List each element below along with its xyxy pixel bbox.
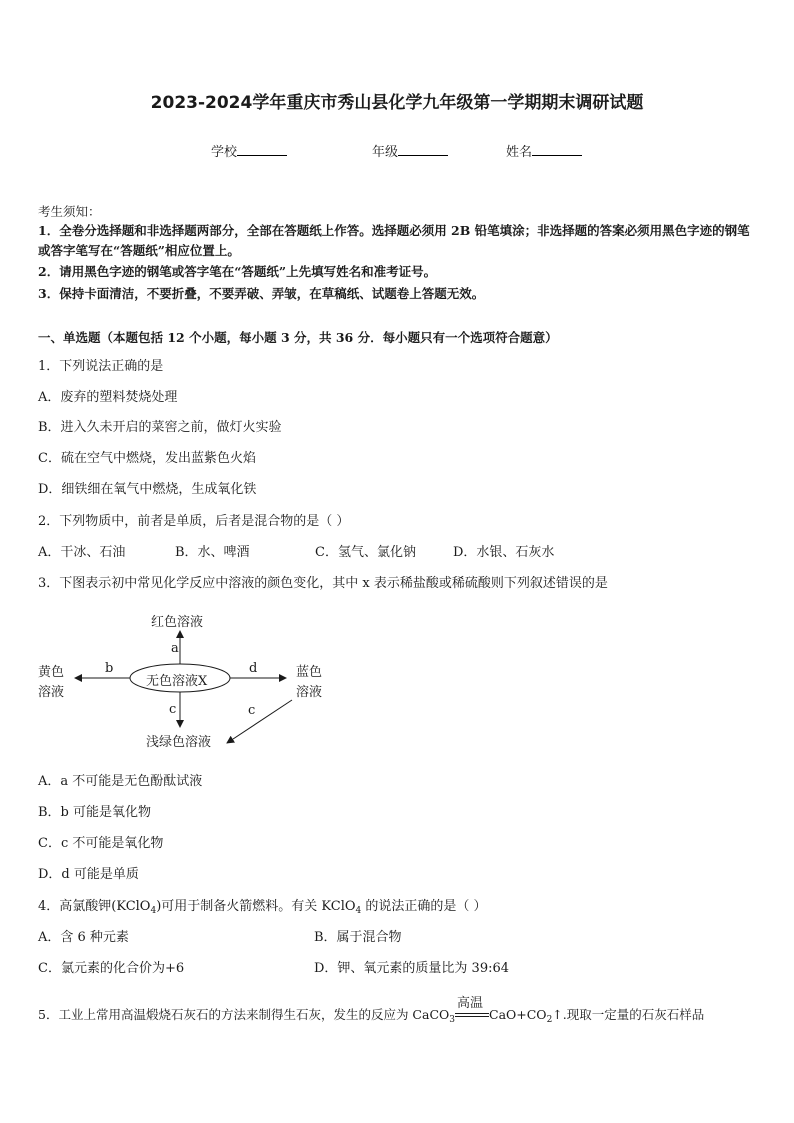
school-blank[interactable] [237,143,287,156]
grade-field [372,141,448,160]
notice-heading: 考生须知： [38,204,101,219]
section-heading: 一、单选题（本题包括 12 个小题，每小题 3 分，共 36 分．每小题只有一个选项符合题意） [38,330,558,345]
q4-stem [38,895,487,916]
q4-subscript-2: 4 [355,906,362,916]
school-label: 学校 [211,145,238,160]
q1-option-b: B．进入久未开启的菜窖之前，做灯火实验 [38,420,282,435]
q2-option-c: C．氢气、氯化钠 [315,545,416,560]
q4-stem-part-1: 4．高氯酸钾(KClO [38,899,151,914]
name-field [506,141,582,160]
q3-option-a: A．a 不可能是无色酚酞试液 [38,774,203,789]
page-title: 2023-2024学年重庆市秀山县化学九年级第一学期期末调研试题 [150,93,644,113]
q4-stem-part-2: )可用于制备火箭燃料。有关 KClO [156,899,356,914]
q4-stem-part-3: 的说法正确的是（ ） [361,899,487,914]
q1-option-c: C．硫在空气中燃烧，发出蓝紫色火焰 [38,451,256,466]
q4-option-c: C．氯元素的化合价为+6 [38,961,185,976]
q4-option-d: D．钾、氧元素的质量比为 39:64 [314,961,510,976]
q2-option-d: D．水银、石灰水 [453,545,555,560]
diagram-bottom-label: 浅绿色溶液 [146,735,212,750]
name-blank[interactable] [532,143,582,156]
q3-option-d: D．d 可能是单质 [38,867,139,882]
notice-item-2: 2．请用黑色字迹的钢笔或答字笔在“答题纸”上先填写姓名和准考证号。 [38,264,437,279]
q5-subscript-1: 3 [449,1015,455,1025]
q5-condition: 高温 [457,995,484,1011]
grade-blank[interactable] [398,143,448,156]
q3-diagram [30,605,350,750]
diagram-label-b: b [105,661,114,676]
arrow-c-diag [227,700,292,743]
name-label: 姓名 [506,145,533,160]
diagram-label-d: d [249,661,258,676]
q5-stem [38,995,705,1025]
q5-stem-part-2: CaO+CO [489,1007,547,1022]
q2-option-b: B．水、啤酒 [175,545,250,560]
diagram-top-label: 红色溶液 [151,615,204,630]
q3-option-b: B．b 可能是氧化物 [38,805,152,820]
q4-option-b: B．属于混合物 [314,930,402,945]
grade-label: 年级 [372,145,399,160]
school-field [211,141,287,160]
q1-option-d: D．细铁细在氧气中燃烧，生成氧化铁 [38,482,257,497]
q5-stem-part-1: 5．工业上常用高温煅烧石灰石的方法来制得生石灰，发生的反应为 CaCO [38,1007,450,1022]
q1-option-a: A．废弃的塑料焚烧处理 [38,390,178,405]
q1-stem: 1．下列说法正确的是 [38,359,164,374]
q3-stem: 3．下图表示初中常见化学反应中溶液的颜色变化，其中 x 表示稀盐酸或稀硫酸则下列叙述错误的是 [38,576,608,591]
q2-stem: 2．下列物质中，前者是单质，后者是混合物的是（ ） [38,514,350,529]
q5-reaction-arrow [455,995,489,1022]
q5-stem-part-3: ↑.现取一定量的石灰石样品 [552,1007,705,1022]
notice-item-3: 3．保持卡面清洁，不要折叠，不要弄破、弄皱，在草稿纸、试题卷上答题无效。 [38,286,485,301]
diagram-label-c-down: c [169,702,177,717]
diagram-right-label-2: 溶液 [296,685,323,700]
q5-subscript-2: 2 [546,1015,553,1025]
q3-option-c: C．c 不可能是氧化物 [38,836,164,851]
notice-item-1: 1．全卷分选择题和非选择题两部分，全部在答题纸上作答。选择题必须用 2B 铅笔填涂；非选择题的答案必须用黑色字迹的钢笔或答字笔写在“答题纸”相应位置上。 [38,223,750,258]
diagram-label-c-diag: c [248,703,256,718]
diagram-label-a: a [171,641,179,656]
q2-option-a: A．干冰、石油 [38,545,126,560]
diagram-left-label-2: 溶液 [38,685,65,700]
diagram-right-label-1: 蓝色 [296,665,323,680]
q4-subscript-1: 4 [150,906,157,916]
diagram-center-label: 无色溶液X [146,674,208,689]
diagram-left-label-1: 黄色 [38,665,65,680]
q4-option-a: A．含 6 种元素 [38,930,129,945]
